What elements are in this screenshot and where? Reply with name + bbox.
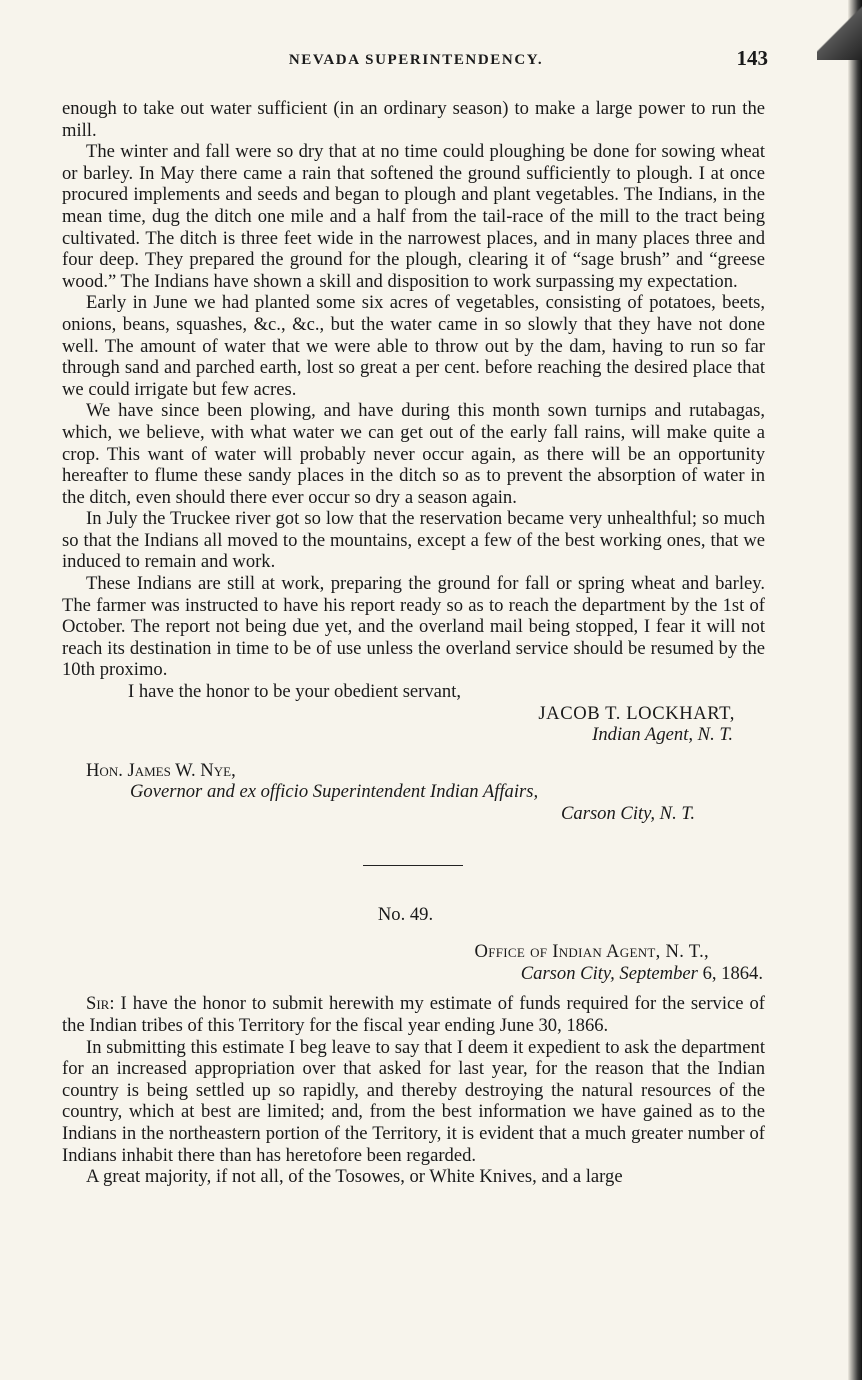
paragraph-text: enough to take out water sufficient (in an ordinary season) to make a large power to run the mill. (62, 98, 765, 141)
closing-line: I have the honor to be your obedient servant, (128, 681, 462, 703)
document-number: No. 49. (377, 903, 434, 925)
paragraph-ploughing (62, 141, 765, 292)
paragraph-text: A great majority, if not all, of the Tosowes, or White Knives, and a large (86, 1166, 623, 1188)
paragraph-farmer-report (62, 573, 765, 681)
salutation: Sir: (86, 993, 115, 1015)
signature-name: JACOB T. LOCKHART, (538, 702, 735, 724)
body-text (62, 98, 765, 1188)
letter-body (62, 993, 765, 1187)
paragraph-continuation (62, 98, 765, 141)
letterhead-office: Office of Indian Agent, N. T., (474, 941, 709, 963)
page-header (62, 46, 770, 76)
paragraph-text: Early in June we had planted some six acres of vegetables, consisting of potatoes, beets, onions, beans, squashes, &c., &c., but the water came in so slowly that they have not done well. The amount of water that we were able to throw out by the dam, having to run so far through sand and parched earth, lost so great a per cent. before reaching the desired place that we could irrigate but few acres. (62, 292, 765, 400)
signature-title: Indian Agent, N. T. (592, 724, 733, 746)
paragraph-text: We have since been plowing, and have during this month sown turnips and rutabagas, which, we believe, with what water we can get out of the early fall rains, will make quite a crop. This want of water will probably never occur again, as there will be an opportunity hereafter to flume these sandy places in the ditch so as to prevent the absorption of water in the ditch, even should there ever occur so dry a season again. (62, 400, 765, 508)
addressee-location: Carson City, N. T. (561, 803, 695, 824)
paragraph-truckee-river (62, 508, 765, 573)
folded-corner (817, 0, 862, 60)
letterhead-date (62, 963, 765, 985)
letterhead-date-value: 6, 1864. (702, 962, 763, 984)
letterhead-place: Carson City, September (520, 962, 698, 984)
paragraph-estimate (62, 993, 765, 1036)
paragraph-turnips (62, 400, 765, 508)
running-title: NEVADA SUPERINTENDENCY. (288, 52, 544, 68)
section-divider (363, 865, 463, 866)
paragraph-text: I have the honor to submit herewith my estimate of funds required for the service of the Indian tribes of this Territory for the fiscal year ending June 30, 1866. (62, 993, 765, 1036)
paragraph-tosowes (62, 1166, 765, 1188)
addressee-name (62, 760, 765, 782)
paragraph-text: In July the Truckee river got so low that the reservation became very unhealthful; so much so that the Indians all moved to the mountains, except a few of the best working ones, that we induced to remain and work. (62, 508, 765, 573)
paragraph-text: These Indians are still at work, preparing the ground for fall or spring wheat and barley. The farmer was instructed to have his report ready so as to reach the department by the 1st of October. The report not being due yet, and the overland mail being stopped, I fear it will not reach its destination in time to be of use unless the overland service should be resumed by the 10th proximo. (62, 573, 765, 681)
page-edge-shadow (848, 0, 862, 1380)
addressee-title: Governor and ex officio Superintendent Indian Affairs, (130, 781, 539, 803)
paragraph-vegetables (62, 292, 765, 400)
addressee-name-text: Hon. James W. Nye, (86, 759, 236, 781)
paragraph-text: In submitting this estimate I beg leave to say that I deem it expedient to ask the department for an increased appropriation over that asked for last year, for the reason that the Indian country is being settled up so rapidly, and thereby destroying the natural resources of the country, which at best are limited; and, from the best information we have gained as to the Indians in the northeastern portion of the Territory, it is evident that a much greater number of Indians inhabit there than has heretofore been regarded. (62, 1036, 765, 1166)
paragraph-appropriation (62, 1037, 765, 1167)
page-number: 143 (736, 46, 768, 70)
paragraph-text: The winter and fall were so dry that at no time could ploughing be done for sowing wheat or barley. In May there came a rain that softened the ground sufficiently to plough. I at once procured implements and seeds and began to plough and plant vegetables. The Indians, in the mean time, dug the ditch one mile and a half from the tail-race of the mill to the tract being cultivated. The ditch is three feet wide in the narrowest places, and in many places three and four deep. They prepared the ground for the plough, clearing it of “sage brush” and “greese wood.” The Indians have shown a skill and disposition to work surpassing my expectation. (62, 141, 765, 292)
